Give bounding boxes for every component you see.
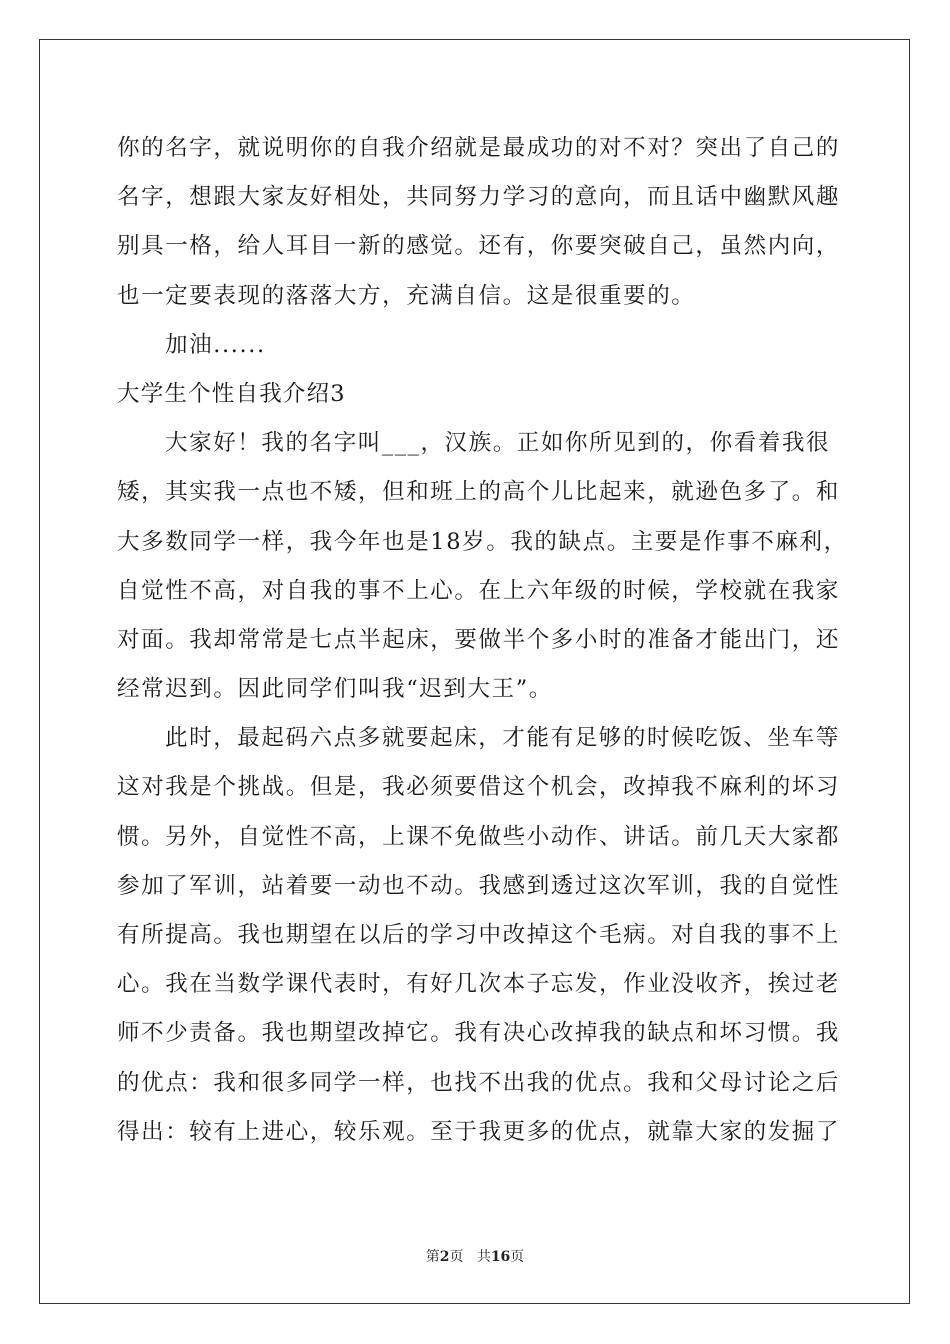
total-pages: 16 (490, 1249, 511, 1265)
page-prefix: 第 (425, 1249, 440, 1265)
page-suffix: 页 (449, 1249, 464, 1265)
text-line: 得出：较有上进心，较乐观。至于我更多的优点，就靠大家的发掘了 (117, 1118, 841, 1145)
text-line: 大多数同学一样，我今年也是18岁。我的缺点。主要是作事不麻利， (117, 528, 848, 555)
text-line: 这对我是个挑战。但是，我必须要借这个机会，改掉我不麻利的坏习 (117, 774, 841, 801)
total-prefix: 共 (476, 1249, 491, 1265)
text-line: 惯。另外，自觉性不高，上课不免做些小动作、讲话。前几天大家都 (117, 823, 841, 850)
total-suffix: 页 (510, 1249, 525, 1265)
text-line: 有所提高。我也期望在以后的学习中改掉这个毛病。对自我的事不上 (117, 922, 841, 948)
text-line: 你的名字，就说明你的自我介绍就是最成功的对不对？突出了自己的 (117, 135, 841, 161)
text-line: 大家好！我的名字叫___，汉族。正如你所见到的，你看着我很 (165, 430, 831, 457)
text-line: 也一定要表现的落落大方，充满自信。这是很重要的。 (117, 282, 696, 309)
section-heading: 大学生个性自我介绍3 (117, 380, 346, 407)
text-line: 此时，最起码六点多就要起床，才能有足够的时候吃饭、坐车等 (165, 725, 840, 752)
text-line: 加油...... (165, 331, 266, 358)
text-line: 参加了军训，站着要一动也不动。我感到透过这次军训，我的自觉性 (117, 872, 841, 899)
text-line: 师不少责备。我也期望改掉它。我有决心改掉我的缺点和坏习惯。我 (117, 1020, 841, 1047)
page-footer (0, 1246, 950, 1266)
text-line: 矮，其实我一点也不矮，但和班上的高个儿比起来，就逊色多了。和 (117, 479, 841, 506)
text-line: 心。我在当数学课代表时，有好几次本子忘发，作业没收齐，挨过老 (117, 971, 841, 998)
document-body (117, 124, 848, 1157)
text-line: 经常迟到。因此同学们叫我“迟到大王”。 (117, 676, 553, 703)
text-line: 自觉性不高，对自我的事不上心。在上六年级的时候，学校就在我家 (117, 577, 841, 604)
text-line: 别具一格，给人耳目一新的感觉。还有，你要突破自己，虽然内向， (117, 233, 841, 260)
text-line: 名字，想跟大家友好相处，共同努力学习的意向，而且话中幽默风趣 (117, 184, 841, 211)
text-line: 对面。我却常常是七点半起床，要做半个多小时的准备才能出门，还 (117, 626, 841, 653)
text-line: 的优点：我和很多同学一样，也找不出我的优点。我和父母讨论之后 (117, 1069, 841, 1096)
page-number: 2 (439, 1249, 450, 1265)
